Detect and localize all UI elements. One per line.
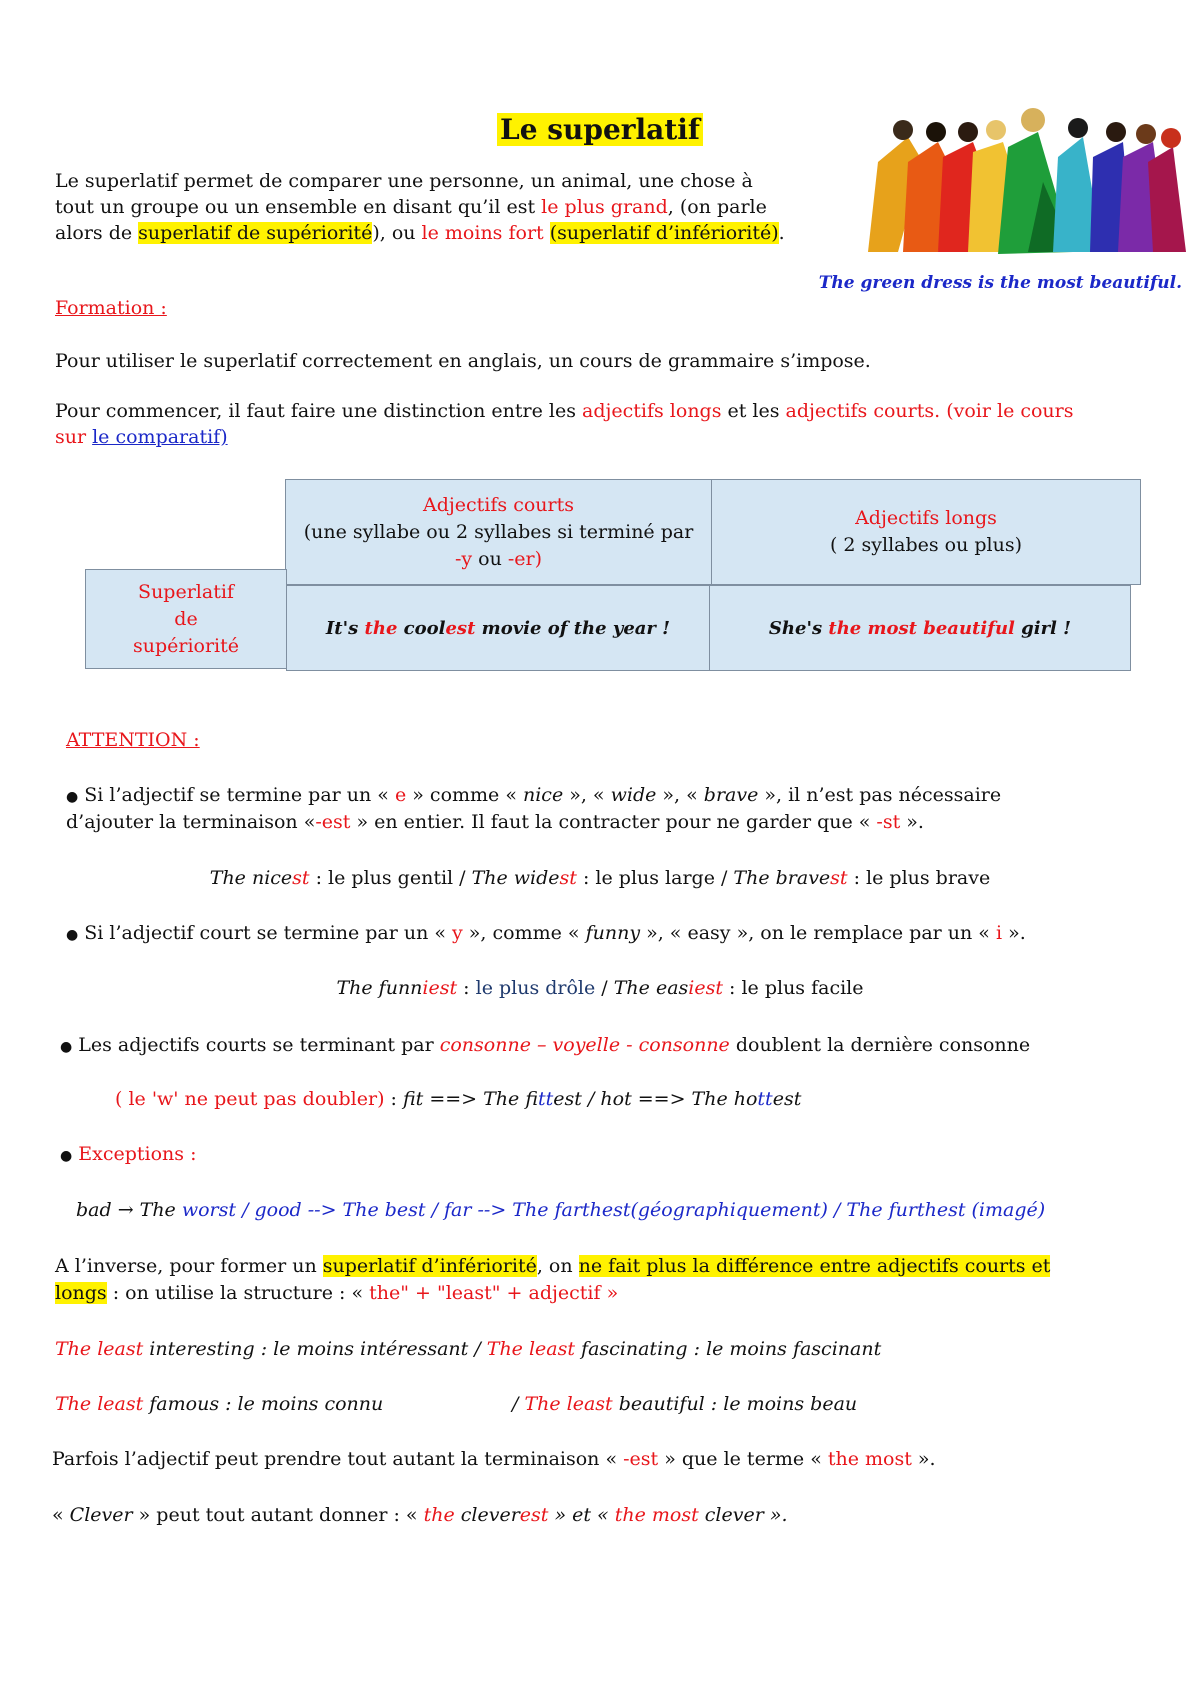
rule-3: ● Les adjectifs courts se terminant par consonne – voyelle - consonne doublent la dernière consonne <box>60 1034 1031 1056</box>
table-row-header-superiority: Superlatif de supériorité <box>85 569 287 669</box>
inferiority-example-2b: / The least beautiful : le moins beau <box>512 1393 858 1415</box>
rule-2-examples: The funniest : le plus drôle / The easiest : le plus facile <box>336 977 864 999</box>
formation-paragraph-2-line-1: Pour commencer, il faut faire une distinction entre les adjectifs longs et les adjectifs courts. (voir le cours <box>55 400 1074 422</box>
inferiority-line-1: A l’inverse, pour former un superlatif d’infériorité, on ne fait plus la différence entre adjectifs courts et <box>55 1255 1051 1277</box>
inferiority-example-2: The least famous : le moins connu <box>55 1393 384 1415</box>
rule-4-exceptions: ● Exceptions : <box>60 1143 197 1165</box>
intro-line-2: tout un groupe ou un ensemble en disant qu’il est le plus grand, (on parle <box>55 196 767 218</box>
rule-3-examples: ( le 'w' ne peut pas doubler) : fit ==> The fittest / hot ==> The hottest <box>115 1088 802 1110</box>
bullet-icon: ● <box>66 927 79 943</box>
rule-1-examples: The nicest : le plus gentil / The widest : le plus large / The bravest : le plus brave <box>209 867 991 889</box>
inferiority-paragraph-1: Parfois l’adjectif peut prendre tout autant la terminaison « -est » que le terme « the most ». <box>52 1448 936 1470</box>
inferiority-line-2: longs : on utilise la structure : « the" + "least" + adjectif » <box>55 1282 619 1304</box>
exceptions-examples: bad → The worst / good --> The best / far --> The farthest(géographiquement) / The furthest (imagé) <box>76 1199 1046 1221</box>
bullet-icon: ● <box>60 1148 73 1164</box>
formation-paragraph-2-line-2: sur le comparatif) <box>55 426 228 448</box>
princesses-image <box>868 102 1186 260</box>
table-example-long: She's the most beautiful girl ! <box>709 585 1131 671</box>
inferiority-example-1: The least interesting : le moins intéressant / The least fascinating : le moins fascinant <box>55 1338 882 1360</box>
attention-heading: ATTENTION : <box>66 729 200 751</box>
rule-1-line-2: d’ajouter la terminaison «-est » en entier. Il faut la contracter pour ne garder que « -st ». <box>66 811 924 833</box>
rule-2: ● Si l’adjectif court se termine par un « y », comme « funny », « easy », on le remplace par un « i ». <box>66 922 1026 944</box>
intro-line-3: alors de superlatif de supériorité), ou le moins fort (superlatif d’infériorité). <box>55 222 785 244</box>
bullet-icon: ● <box>60 1039 73 1055</box>
table-example-short: It's the coolest movie of the year ! <box>286 585 710 671</box>
formation-paragraph-1: Pour utiliser le superlatif correctement en anglais, un cours de grammaire s’impose. <box>55 350 871 372</box>
inferiority-paragraph-2: « Clever » peut tout autant donner : « the cleverest » et « the most clever ». <box>52 1504 788 1526</box>
page-title: Le superlatif <box>0 116 1200 144</box>
bullet-icon: ● <box>66 789 79 805</box>
table-header-long-adjectives: Adjectifs longs ( 2 syllabes ou plus) <box>711 479 1141 585</box>
formation-heading: Formation : <box>55 297 167 319</box>
table-header-short-adjectives: Adjectifs courts (une syllabe ou 2 syllabes si terminé par -y ou -er) <box>285 479 712 585</box>
comparatif-link[interactable]: le comparatif) <box>92 426 228 448</box>
intro-line-1: Le superlatif permet de comparer une personne, un animal, une chose à <box>55 170 753 192</box>
rule-1-line-1: ● Si l’adjectif se termine par un « e » comme « nice », « wide », « brave », il n’est pas nécessaire <box>66 784 1002 806</box>
image-caption: The green dress is the most beautiful. <box>818 273 1182 293</box>
